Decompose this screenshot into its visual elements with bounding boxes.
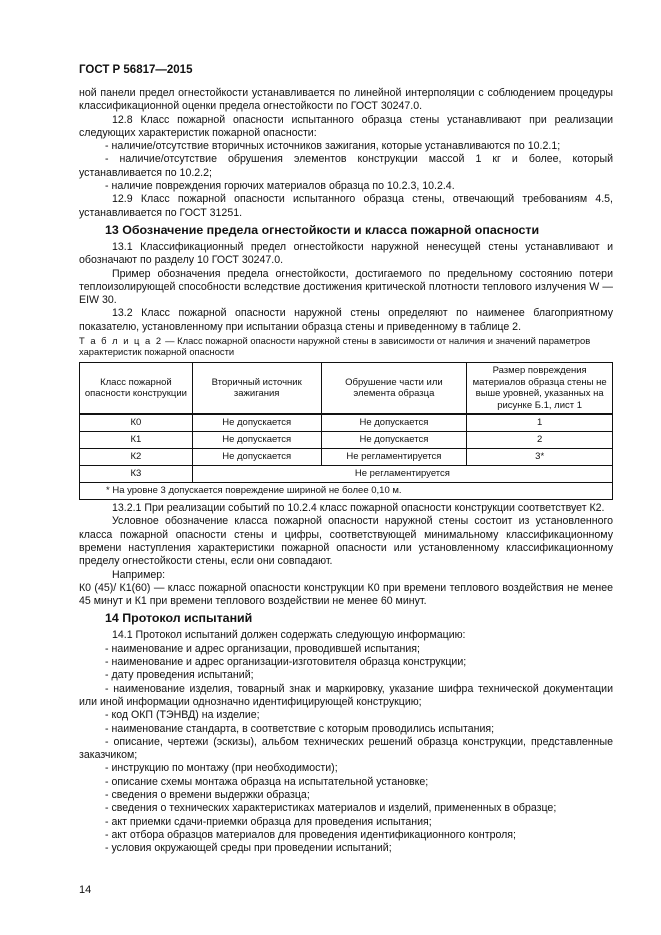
table-row [80,414,613,432]
table-cell: Не допускается [321,414,467,432]
table-caption-text: — Класс пожарной опасности наружной стены в зависимости от наличия и значений параметров характеристик пожарной опасности [79,335,591,358]
header-damage-size: Размер повреждения материалов образца стены не выше уровней, указанных на рисунке Б.1, лист 1 [467,363,613,415]
paragraph-intro: ной панели предел огнестойкости устанавливается по линейной интерполяции с соблюдением процедуры классификационной оценки предела огнестойкости по ГОСТ 30247.0. [79,87,613,113]
table-cell: 2 [467,432,613,449]
table-cell: 1 [467,414,613,432]
list-item: - наличие/отсутствие вторичных источников зажигания, которые устанавливаются по 10.2.1; [105,140,561,153]
table-cell: Не регламентируется [321,449,467,466]
list-item: - дату проведения испытаний; [105,669,254,682]
paragraph-13-example: Пример обозначения предела огнестойкости, достигаемого по предельному состоянию потери теплоизолирующей способности вследствие достижения критической плотности теплового излучения W — EIW 30. [79,267,613,307]
table-row [80,466,613,483]
table-header-row [80,363,613,415]
paragraph-k0-example: К0 (45)/ К1(60) — класс пожарной опасности конструкции К0 при времени теплового воздействия не менее 45 минут и К1 при времени теплового воздействии не менее 60 минут. [79,581,613,608]
page-content [79,87,613,855]
table-cell: 3* [467,449,613,466]
section-14-heading: 14 Протокол испытаний [105,611,253,626]
list-item: - наименование изделия, товарный знак и маркировку, указание шифра технической документации или иной информации однозначно идентифицирующей конструкцию; [79,682,613,708]
header-ignition-source: Вторичный источник зажигания [192,363,321,415]
paragraph-12-8: 12.8 Класс пожарной опасности испытанного образца стены устанавливают при реализации следующих характеристик пожарной опасности: [79,113,613,139]
list-item: - условия окружающей среды при проведении испытаний; [105,842,392,855]
list-item: - наименование стандарта, в соответствие с которым проводились испытания; [105,722,495,735]
table-cell: Не допускается [321,432,467,449]
standard-header: ГОСТ Р 56817—2015 [79,64,193,76]
list-item: - акт приемки сдачи-приемки образца для проведения испытания; [105,815,432,828]
list-item: - сведения о времени выдержки образца; [105,788,310,801]
table-footnote: * На уровне 3 допускается повреждение шириной не более 0,10 м. [80,483,613,500]
paragraph-for-example: Например: [112,568,166,581]
section-13-heading: 13 Обозначение предела огнестойкости и класса пожарной опасности [105,222,540,237]
table-cell: Не допускается [192,432,321,449]
list-item: - акт отбора образцов материалов для проведения идентификационного контроля; [105,828,516,841]
list-item: - сведения о технических характеристиках материалов и изделий, примененных в образце; [105,802,557,815]
paragraph-13-2-1: 13.2.1 При реализации событий по 10.2.4 класс пожарной опасности конструкции соответствует К2. [112,502,605,515]
table-cell: К1 [80,432,193,449]
table-cell: К2 [80,449,193,466]
table-cell: Не допускается [192,414,321,432]
list-item: - наименование и адрес организации-изготовителя образца конструкции; [105,656,467,669]
fire-hazard-class-table [79,362,613,500]
table-footnote-row [80,483,613,500]
page-number: 14 [79,884,92,896]
list-item: - наименование и адрес организации, проводившей испытания; [105,642,420,655]
paragraph-conditional-designation: Условное обозначение класса пожарной опасности наружной стены состоит из установленного класса пожарной опасности стены и цифры, соответствующей минимальному классификационному времени наступления характеристики пожарной опасности или установленному классификационному пределу огнестойкости стены, если они совпадают. [79,515,613,568]
header-collapse: Обрушение части или элемента образца [321,363,467,415]
table-caption [79,335,613,357]
list-item: - описание, чертежи (эскизы), альбом технических решений образца конструкции, представленные заказчиком; [79,735,613,762]
paragraph-13-1: 13.1 Классификационный предел огнестойкости наружной ненесущей стены устанавливают и обозначают по разделу 10 ГОСТ 30247.0. [79,240,613,267]
paragraph-13-2: 13.2 Класс пожарной опасности наружной стены определяют по наименее благоприятному показателю, установленному при испытании образца стены и приведенному в таблице 2. [79,307,613,333]
header-class: Класс пожарной опасности конструкции [80,363,193,415]
list-item: - описание схемы монтажа образца на испытательной установке; [105,775,429,788]
list-item: - наличие/отсутствие обрушения элементов конструкции массой 1 кг и более, который устанавливается по 10.2.2; [79,153,613,179]
list-item: - инструкцию по монтажу (при необходимости); [105,762,338,775]
table-row [80,432,613,449]
paragraph-12-9: 12.9 Класс пожарной опасности испытанного образца стены, отвечающий требованиям 4.5, устанавливается по ГОСТ 31251. [79,193,613,219]
table-cell-merged: Не регламентируется [192,466,612,483]
table-cell: Не допускается [192,449,321,466]
list-item: - наличие повреждения горючих материалов образца по 10.2.3, 10.2.4. [105,180,455,193]
table-cell: К3 [80,466,193,483]
table-row [80,449,613,466]
table-cell: К0 [80,414,193,432]
list-item: - код ОКП (ТЭНВД) на изделие; [105,709,260,722]
table-caption-label: Т а б л и ц а 2 [79,335,163,347]
paragraph-14-1: 14.1 Протокол испытаний должен содержать следующую информацию: [112,629,466,642]
